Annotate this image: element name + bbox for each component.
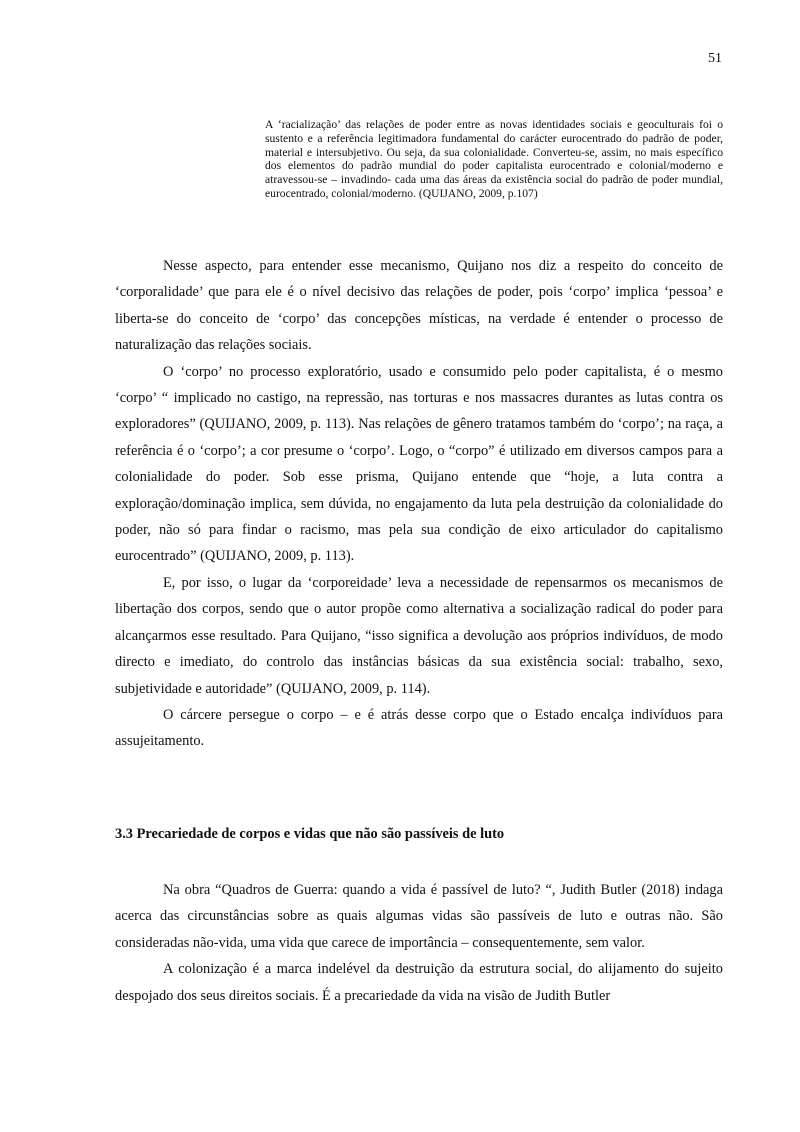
body-text [115, 253, 723, 755]
paragraph: O ‘corpo’ no processo exploratório, usado e consumido pelo poder capitalista, é o mesmo ‘corpo’ “ implicado no castigo, na repressão, nas torturas e nos massacres durantes as lutas contra os exploradores” (QUIJANO, 2009, p. 113). Nas relações de gênero tratamos também do ‘corpo’; na raça, a referência é o ‘corpo’; a cor presume o ‘corpo’. Logo, o “corpo” é utilizado em diversos campos para a colonialidade do poder. Sob esse prisma, Quijano entende que “hoje, a luta contra a exploração/dominação implica, sem dúvida, no engajamento da luta pela destruição da colonialidade do poder, não só para findar o racismo, mas pela sua condição de eixo articulador do capitalismo eurocentrado” (QUIJANO, 2009, p. 113). [115, 363, 723, 565]
paragraph: Na obra “Quadros de Guerra: quando a vida é passível de luto? “, Judith Butler (2018) indaga acerca das circunstâncias sobre as quais algumas vidas são passíveis de luto e outras não. São consideradas não-vida, uma vida que carece de importância – consequentemente, sem valor. [115, 882, 723, 951]
paragraph: Nesse aspecto, para entender esse mecanismo, Quijano nos diz a respeito do conceito de ‘corporalidade’ que para ele é o nível decisivo das relações de poder, pois ‘corpo’ implica ‘pessoa’ e liberta-se do conceito de ‘corpo’ das concepções místicas, na verdade é entender o processo de naturalização das relações sociais. [115, 258, 723, 354]
paragraph: O cárcere persegue o corpo – e é atrás desse corpo que o Estado encalça indivíduos para assujeitamento. [115, 706, 723, 750]
section-heading: 3.3 Precariedade de corpos e vidas que não são passíveis de luto [115, 826, 505, 842]
section-body-text [115, 877, 723, 1009]
paragraph: A colonização é a marca indelével da destruição da estrutura social, do alijamento do sujeito despojado dos seus direitos sociais. É a precariedade da vida na visão de Judith Butler [115, 961, 723, 1004]
paragraph: E, por isso, o lugar da ‘corporeidade’ leva a necessidade de repensarmos os mecanismos de libertação dos corpos, sendo que o autor propõe como alternativa a socialização radical do poder para alcançarmos esse resultado. Para Quijano, “isso significa a devolução aos próprios indivíduos, de modo directo e imediato, do controlo das instâncias básicas da sua existência social: trabalho, sexo, subjetividade e autoridade” (QUIJANO, 2009, p. 114). [115, 574, 723, 697]
block-quote: A ‘racialização’ das relações de poder entre as novas identidades sociais e geoculturais foi o sustento e a referência legitimadora fundamental do carácter eurocentrado do padrão de poder, material e intersubjetivo. Ou seja, da sua colonialidade. Converteu-se, assim, no mais específico dos elementos do padrão mundial do poder capitalista eurocentrado e colonial/moderno e atravessou-se – invadindo- cada uma das áreas da existência social do padrão de poder mundial, eurocentrado, colonial/moderno. (QUIJANO, 2009, p.107) [265, 118, 723, 200]
page-number: 51 [708, 51, 722, 66]
